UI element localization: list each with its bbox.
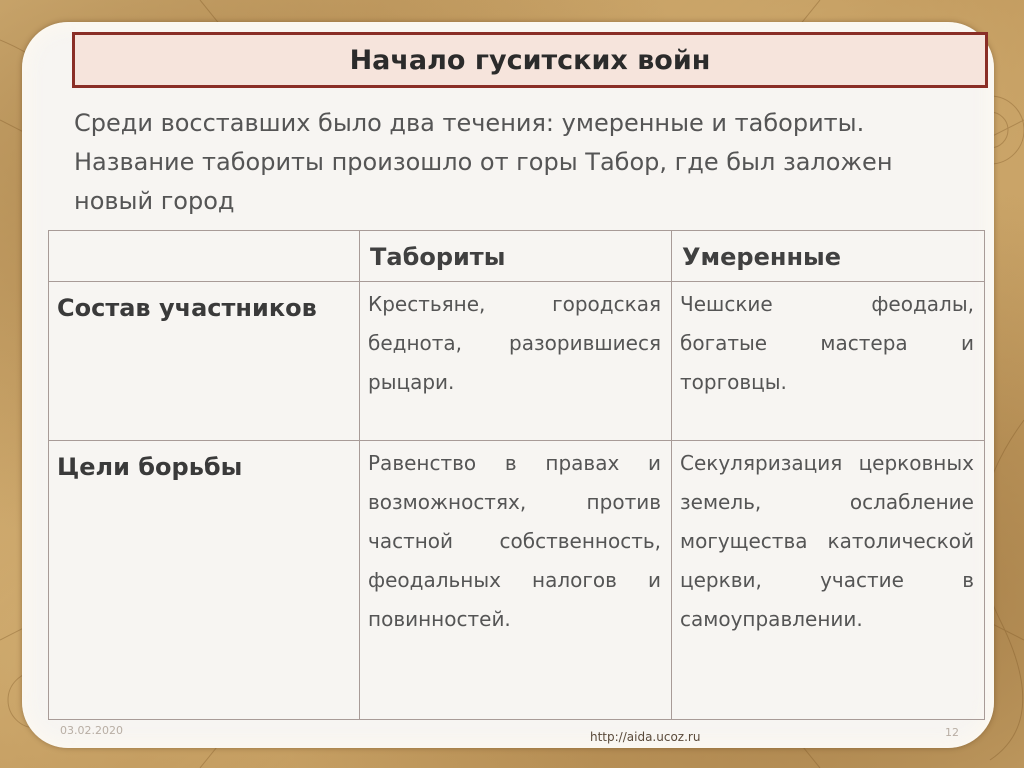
table-cell	[360, 282, 672, 441]
cell-text: Равенство в правах и возможностях, против частной собственность, феодальных налогов и повинностей.	[368, 451, 661, 631]
table-row	[49, 282, 985, 441]
header-label	[49, 231, 359, 243]
table-cell	[672, 441, 985, 720]
header-cell-moderates	[672, 231, 985, 282]
slide-number: 12	[945, 726, 959, 739]
header-cell-taborites	[360, 231, 672, 282]
cell-text: Секуляризация церковных земель, ослабление могущества католической церкви, участие в самоуправлении.	[680, 451, 974, 631]
header-cell-empty	[49, 231, 360, 282]
header-label: Умеренные	[682, 243, 841, 271]
table-cell	[672, 282, 985, 441]
cell-text: Крестьяне, городская беднота, разорившиеся рыцари.	[368, 292, 661, 394]
title-banner	[72, 32, 988, 88]
slide-title: Начало гуситских войн	[349, 44, 711, 76]
footer-url-link[interactable]: http://aida.ucoz.ru	[590, 730, 701, 744]
table-cell	[360, 441, 672, 720]
table-row	[49, 441, 985, 720]
intro-line: новый город	[74, 187, 235, 215]
row-header-cell	[49, 282, 360, 441]
footer-date: 03.02.2020	[60, 724, 123, 737]
row-label: Состав участников	[57, 294, 317, 322]
row-header-cell	[49, 441, 360, 720]
intro-paragraph	[74, 104, 1014, 221]
comparison-table	[48, 230, 985, 720]
intro-line: Среди восставших было два течения: умеренные и табориты.	[74, 109, 865, 137]
row-label: Цели борьбы	[57, 453, 243, 481]
table-header-row	[49, 231, 985, 282]
cell-text: Чешские феодалы, богатые мастера и торговцы.	[680, 292, 974, 394]
intro-line: Название табориты произошло от горы Табор, где был заложен	[74, 148, 893, 176]
header-label: Табориты	[370, 243, 506, 271]
